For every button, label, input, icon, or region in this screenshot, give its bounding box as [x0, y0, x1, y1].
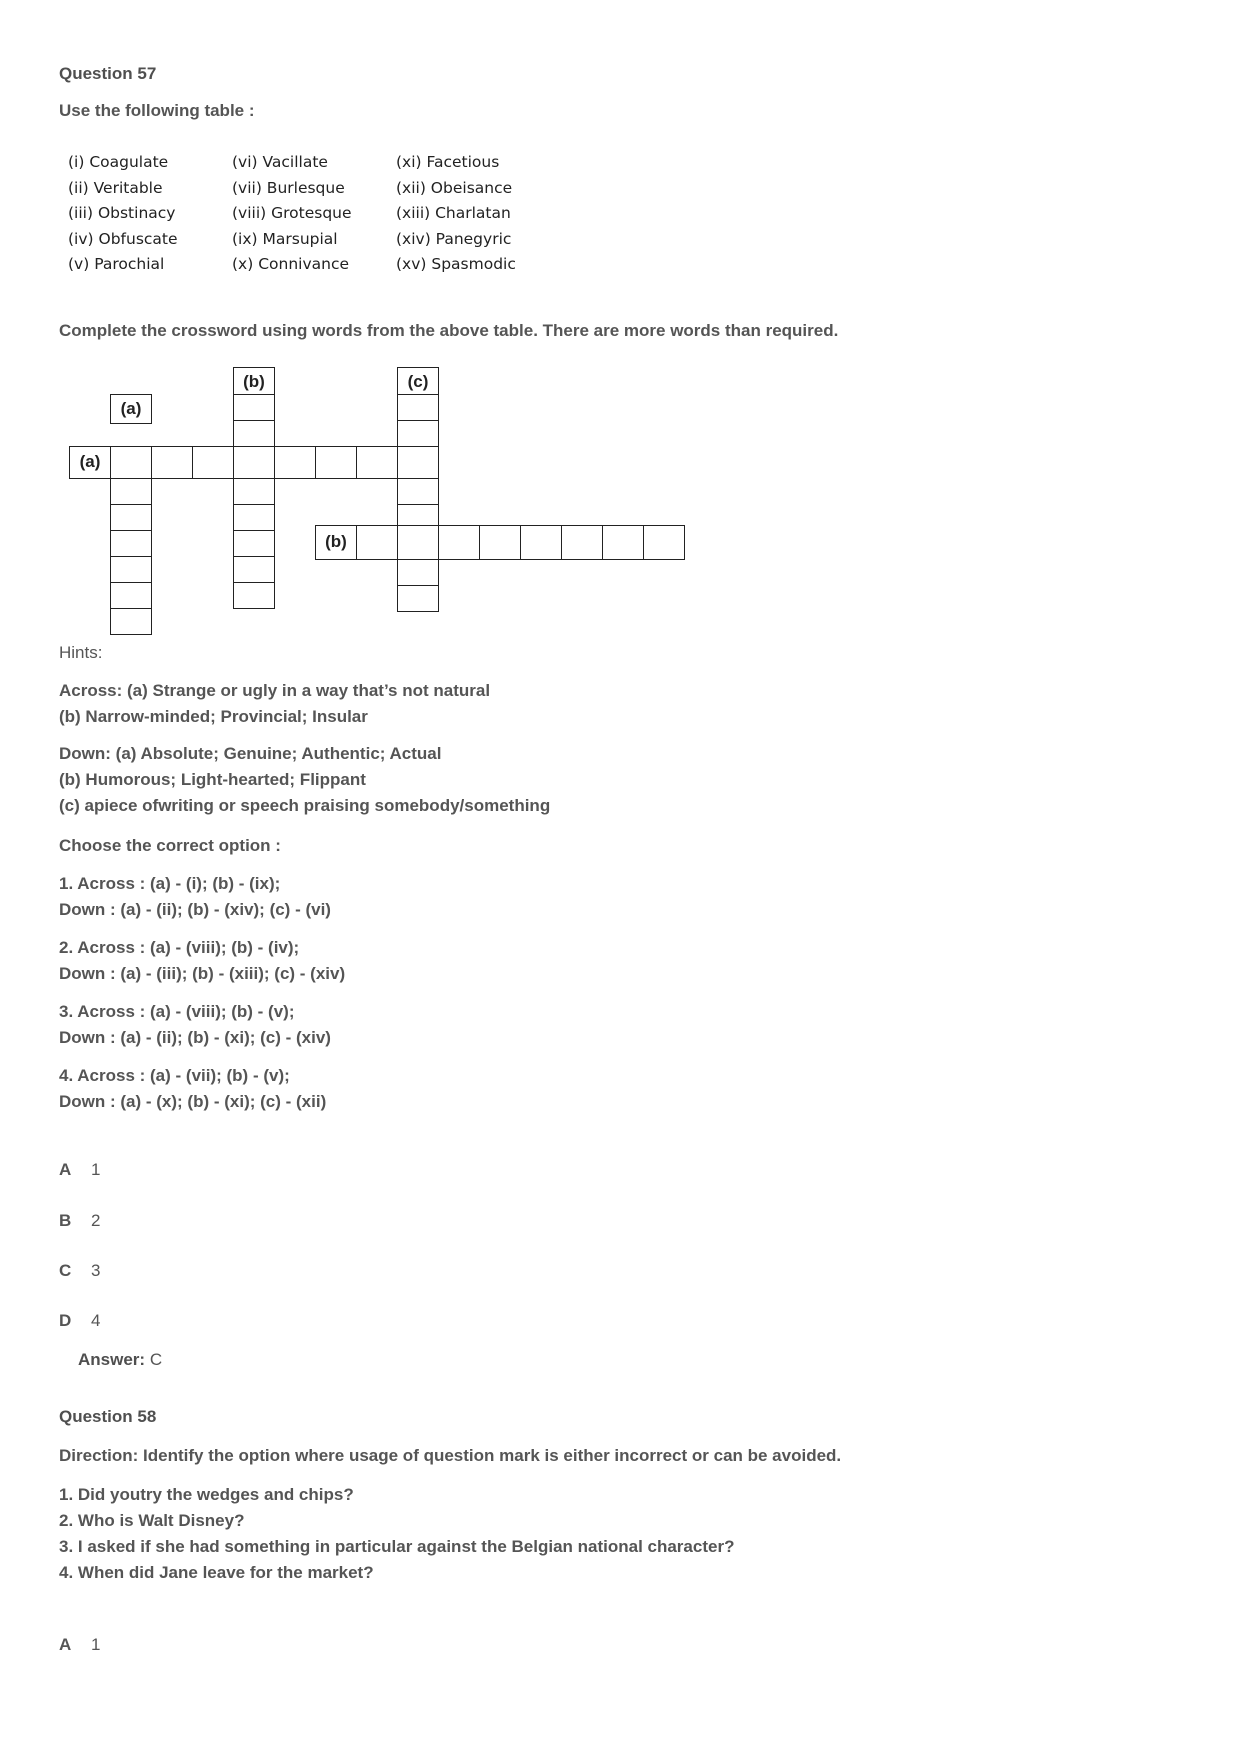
direction: Direction: Identify the option where usage of question mark is either incorrect or can be avoided. — [59, 1446, 842, 1465]
statement-down: Down : (a) - (x); (b) - (xi); (c) - (xii) — [59, 1092, 327, 1111]
word-item: (xv) Spasmodic — [396, 255, 516, 273]
crossword-cell[interactable] — [397, 446, 439, 479]
hint-down-c: (c) apiece ofwriting or speech praising somebody/something — [59, 796, 551, 815]
word-item: (viii) Grotesque — [232, 204, 352, 222]
option-value: 3 — [91, 1261, 101, 1280]
q58-item: 4. When did Jane leave for the market? — [59, 1563, 374, 1582]
crossword-label-across-b: (b) — [315, 525, 357, 560]
q58-item: 1. Did youtry the wedges and chips? — [59, 1485, 354, 1504]
statement-down: Down : (a) - (ii); (b) - (xiv); (c) - (vi) — [59, 900, 331, 919]
word-table-column-2 — [232, 150, 352, 278]
hint-down-a: Down: (a) Absolute; Genuine; Authentic; Actual — [59, 744, 442, 763]
hint-down-b: (b) Humorous; Light-hearted; Flippant — [59, 770, 366, 789]
hint-across-a: Across: (a) Strange or ugly in a way that’s not natural — [59, 681, 491, 700]
crossword-cell[interactable] — [110, 504, 152, 531]
crossword-cell[interactable] — [192, 446, 234, 479]
crossword-label-down-b: (b) — [233, 367, 275, 397]
q58-item: 2. Who is Walt Disney? — [59, 1511, 245, 1530]
option-d[interactable] — [59, 1311, 100, 1331]
option-c[interactable] — [59, 1261, 100, 1281]
word-item: (iii) Obstinacy — [68, 204, 176, 222]
option-value: 4 — [91, 1311, 101, 1330]
question-58-title: Question 58 — [59, 1407, 157, 1426]
crossword-cell[interactable] — [356, 525, 398, 560]
option-value: 1 — [91, 1635, 101, 1654]
crossword-cell[interactable] — [233, 556, 275, 583]
q58-item: 3. I asked if she had something in particular against the Belgian national character? — [59, 1537, 735, 1556]
crossword-cell[interactable] — [110, 530, 152, 557]
crossword-cell[interactable] — [233, 530, 275, 557]
word-item: (i) Coagulate — [68, 153, 169, 171]
crossword-cell[interactable] — [151, 446, 193, 479]
word-item: (xii) Obeisance — [396, 178, 513, 197]
crossword-cell[interactable] — [438, 525, 480, 560]
crossword-cell[interactable] — [397, 420, 439, 447]
word-table-column-3 — [396, 150, 516, 278]
option-letter: A — [59, 1635, 72, 1654]
crossword-cell[interactable] — [233, 504, 275, 531]
crossword-cell[interactable] — [110, 556, 152, 583]
crossword-cell[interactable] — [356, 446, 398, 479]
crossword-cell[interactable] — [397, 559, 439, 586]
statement-down: Down : (a) - (ii); (b) - (xi); (c) - (xiv) — [59, 1028, 331, 1047]
option-b[interactable] — [59, 1211, 100, 1231]
option-letter: D — [59, 1311, 72, 1330]
crossword-label-down-a: (a) — [110, 394, 152, 424]
table-intro: Use the following table : — [59, 101, 255, 120]
statement-down: Down : (a) - (iii); (b) - (xiii); (c) - (xiv) — [59, 964, 346, 983]
answer-label: Answer: — [78, 1350, 146, 1369]
word-item: (vii) Burlesque — [232, 178, 345, 197]
crossword-instruction: Complete the crossword using words from the above table. There are more words than required. — [59, 321, 839, 340]
word-item: (vi) Vacillate — [232, 153, 328, 171]
crossword-cell[interactable] — [274, 446, 316, 479]
word-item: (v) Parochial — [68, 255, 165, 273]
answer — [78, 1350, 162, 1370]
crossword-cell[interactable] — [397, 525, 439, 560]
option-value: 2 — [91, 1211, 101, 1230]
option-a[interactable] — [59, 1160, 100, 1180]
crossword-cell[interactable] — [110, 608, 152, 635]
crossword-cell[interactable] — [643, 525, 685, 560]
crossword-cell[interactable] — [397, 478, 439, 505]
question-57-title: Question 57 — [59, 64, 157, 83]
crossword-cell[interactable] — [602, 525, 644, 560]
option-letter: C — [59, 1261, 72, 1280]
option-letter: A — [59, 1160, 72, 1179]
crossword-cell[interactable] — [397, 585, 439, 612]
option-value: 1 — [91, 1160, 101, 1179]
crossword-cell[interactable] — [110, 446, 152, 479]
crossword-label-down-c: (c) — [397, 367, 439, 397]
word-item: (iv) Obfuscate — [68, 229, 178, 248]
statement-across: 1. Across : (a) - (i); (b) - (ix); — [59, 874, 281, 893]
option-letter: B — [59, 1211, 72, 1230]
crossword-cell[interactable] — [233, 478, 275, 505]
option-a[interactable] — [59, 1635, 100, 1655]
crossword-cell[interactable] — [110, 478, 152, 505]
crossword-cell[interactable] — [233, 446, 275, 479]
crossword-cell[interactable] — [233, 420, 275, 447]
crossword-cell[interactable] — [110, 582, 152, 609]
crossword-label-across-a: (a) — [69, 446, 111, 479]
hints-title: Hints: — [59, 643, 103, 662]
word-item: (x) Connivance — [232, 255, 350, 273]
word-item: (xiii) Charlatan — [396, 204, 511, 222]
word-item: (xiv) Panegyric — [396, 229, 512, 248]
word-item: (ii) Veritable — [68, 178, 163, 197]
statement-across: 3. Across : (a) - (viii); (b) - (v); — [59, 1002, 295, 1021]
crossword-cell[interactable] — [520, 525, 562, 560]
statement-across: 4. Across : (a) - (vii); (b) - (v); — [59, 1066, 290, 1085]
crossword-cell[interactable] — [233, 582, 275, 609]
crossword-cell[interactable] — [233, 394, 275, 421]
crossword-cell[interactable] — [479, 525, 521, 560]
hint-across-b: (b) Narrow-minded; Provincial; Insular — [59, 707, 368, 726]
answer-value: C — [149, 1350, 163, 1369]
word-item: (ix) Marsupial — [232, 229, 338, 248]
crossword-cell[interactable] — [315, 446, 357, 479]
crossword-cell[interactable] — [397, 394, 439, 421]
word-item: (xi) Facetious — [396, 153, 500, 171]
statement-across: 2. Across : (a) - (viii); (b) - (iv); — [59, 938, 300, 957]
choose-instruction: Choose the correct option : — [59, 836, 281, 855]
word-table-column-1 — [68, 150, 178, 278]
crossword-cell[interactable] — [561, 525, 603, 560]
